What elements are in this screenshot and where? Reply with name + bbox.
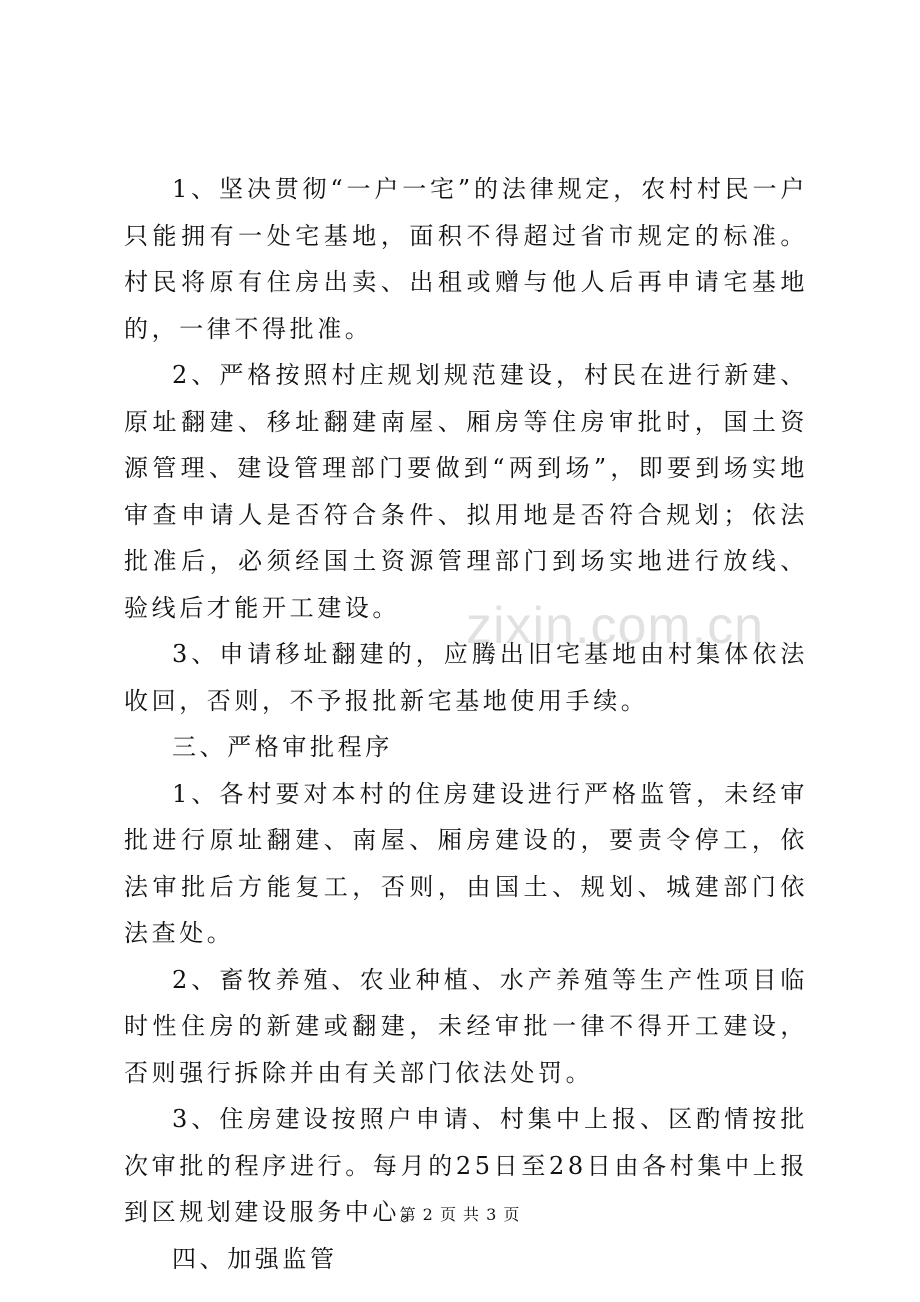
paragraph-2: 2、严格按照村庄规划规范建设，村民在进行新建、原址翻建、移址翻建南屋、厢房等住房审批时，国土资源管理、建设管理部门要做到“两到场”，即要到场实地审查申请人是否符合条件、拟用地是否符合规划；依法批准后，必须经国土资源管理部门到场实地进行放线、验线后才能开工建设。 xyxy=(124,361,808,622)
page-footer: 第 2 页 共 3 页 xyxy=(399,1205,521,1224)
paragraph-6: 3、住房建设按照户申请、村集中上报、区酌情按批次审批的程序进行。每月的25日至28日由各村集中上报到区规划建设服务中心。 xyxy=(124,1105,808,1226)
section-heading-3: 三、严格审批程序 xyxy=(172,733,393,761)
section-heading-4: 四、加强监管 xyxy=(172,1244,338,1273)
watermark: zixin.com.cn xyxy=(466,597,765,655)
paragraph-3: 3、申请移址翻建的，应腾出旧宅基地由村集体依法收回，否则，不予报批新宅基地使用手续。 xyxy=(124,640,808,715)
paragraph-5: 2、畜牧养殖、农业种植、水产养殖等生产性项目临时性住房的新建或翻建，未经审批一律不得开工建设，否则强行拆除并由有关部门依法处罚。 xyxy=(124,965,808,1087)
paragraph-1: 1、坚决贯彻“一户一宅”的法律规定，农村村民一户只能拥有一处宅基地，面积不得超过省市规定的标准。村民将原有住房出卖、出租或赠与他人后再申请宅基地的，一律不得批准。 xyxy=(124,175,808,343)
document-body xyxy=(124,166,808,1282)
paragraph-4: 1、各村要对本村的住房建设进行严格监管，未经审批进行原址翻建、南屋、厢房建设的，要责令停工，依法审批后方能复工，否则，由国土、规划、城建部门依法查处。 xyxy=(124,779,808,947)
